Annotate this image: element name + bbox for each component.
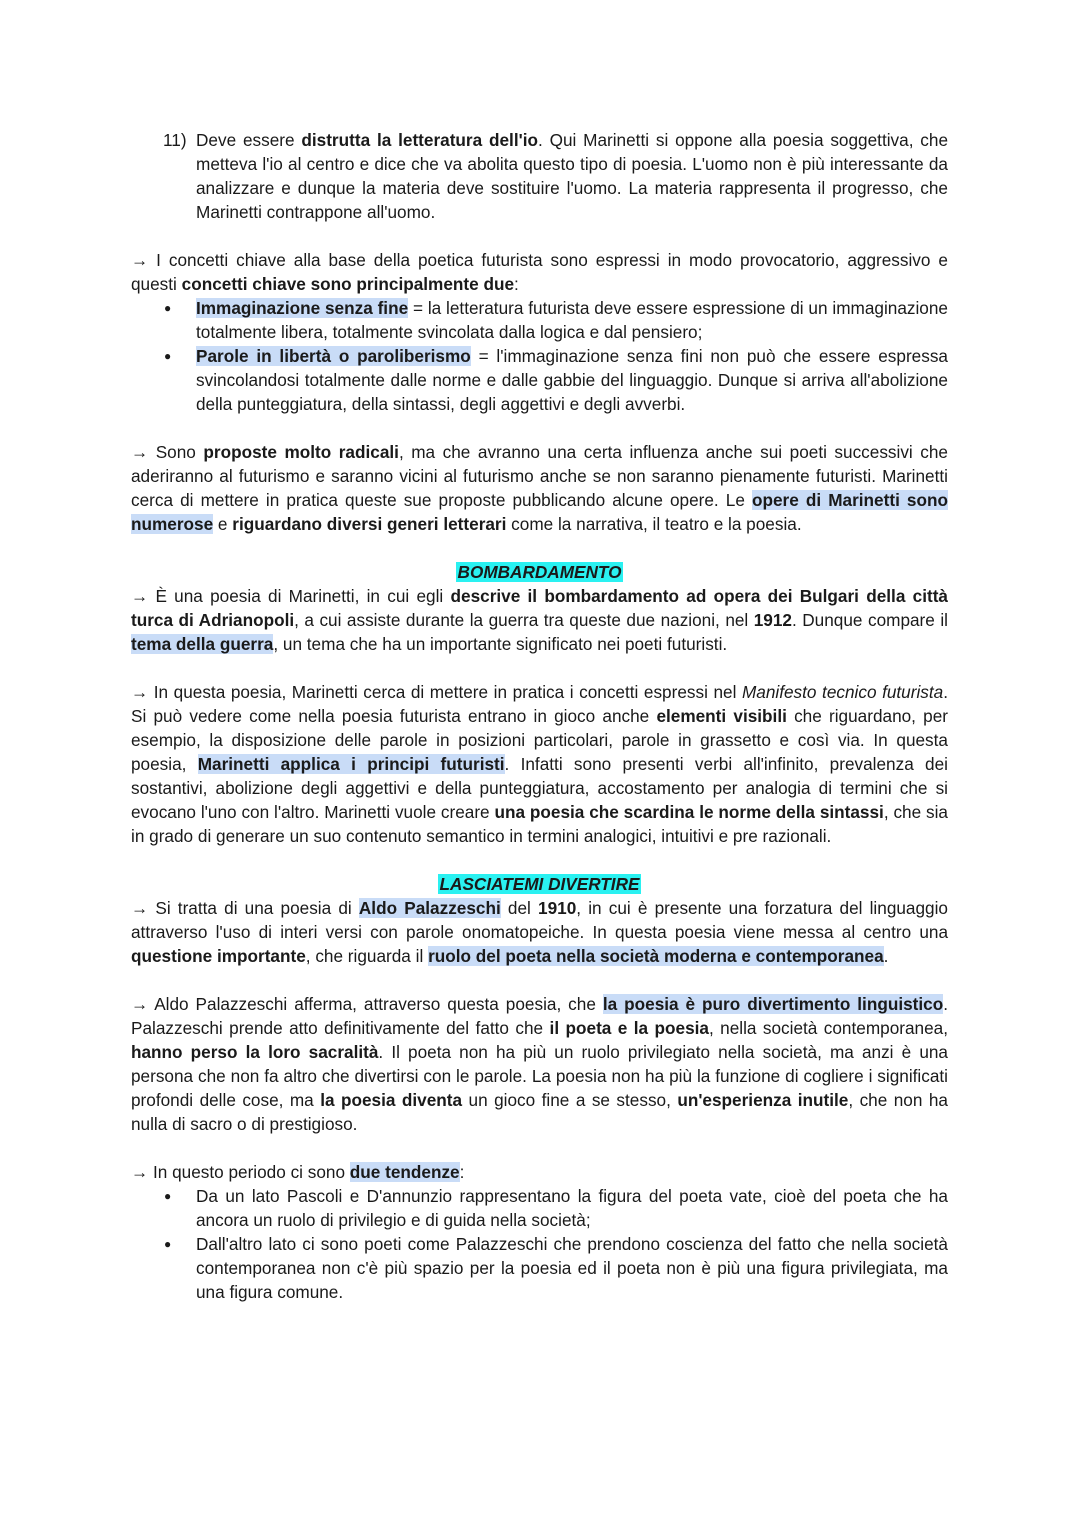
text: : [514,274,519,294]
highlighted-text: tema della guerra [131,634,274,654]
bullet-item [131,344,948,416]
text: . Qui Marinetti si oppone alla poesia soggettiva, che metteva l'io al centro e dice che va abolita questo tipo di poesia. L'uomo non è più interessante da analizzare e dunque la materia deve sostituire l'uomo. La materia rappresenta il progresso, che Marinetti contrappone all'uomo. [196,130,949,222]
text: → È una poesia di Marinetti, in cui egli [131,586,451,606]
text: come la narrativa, il teatro e la poesia. [506,514,802,534]
text: . Palazzeschi prende atto definitivamente del fatto che [131,994,949,1038]
concepts-paragraph [131,248,948,296]
bombardamento-paragraph-2 [131,680,948,848]
bold-text: hanno perso la loro sacralità [131,1042,379,1062]
text: un gioco fine a se stesso, [462,1090,678,1110]
bullet-item [131,296,948,344]
bold-text: elementi visibili [656,706,787,726]
italic-text: Manifesto tecnico futurista [741,682,944,702]
lasciatemi-paragraph-1 [131,896,948,968]
text: → Sono [131,442,204,462]
text: → Si tratta di una poesia di [131,898,359,918]
concepts-bullet-list [131,296,948,416]
text: . Il poeta non ha più un ruolo privilegiato nella società, ma anzi è una persona che non fa altro che divertirsi con le parole. La poesia non ha più la funzione di cogliere i significati profondi delle cose, ma [131,1042,948,1110]
bold-text: concetti chiave sono principalmente due [181,274,515,294]
text: , che riguarda il [305,946,429,966]
bold-text: proposte molto radicali [203,442,399,462]
text: , a cui assiste durante la guerra tra queste due nazioni, nel [294,610,754,630]
text: = l'immaginazione senza fini non può che essere espressa svincolandosi totalmente dalle norme e dalle gabbie del linguaggio. Dunque si arriva all'abolizione della punteggiatura, della sintassi, degli aggettivi e degli avverbi. [196,346,948,414]
text: . Infatti sono presenti verbi all'infinito, prevalenza dei sostantivi, abolizione degli aggettivi e della punteggiatura, accostamento per analogia di termini che si evocano l'uno con l'altro. Marinetti vuole creare [131,754,948,822]
text: = la letteratura futurista deve essere espressione di un immaginazione totalmente libera, totalmente svincolata dalla logica e dal pensiero; [196,298,948,342]
text: , un tema che ha un importante significato nei poeti futuristi. [273,634,728,654]
bold-text: il poeta e la poesia [549,1018,709,1038]
bold-text: la poesia diventa [320,1090,463,1110]
tendenze-paragraph [131,1160,948,1184]
list-number: 11) [163,130,187,150]
bold-text: 1910 [538,898,577,918]
bold-text: 1912 [753,610,792,630]
section-heading-lasciatemi-divertire [131,872,948,896]
text: . Si può vedere come nella poesia futurista entrano in gioco anche [131,682,948,726]
bullet-item: ● Da un lato Pascoli e D'annunzio rappresentano la figura del poeta vate, cioè del poeta che ha ancora un ruolo di privilegio e di guida nella società; [131,1184,948,1232]
text: → Aldo Palazzeschi afferma, attraverso questa poesia, che [131,994,603,1014]
text: . Dunque compare il [792,610,948,630]
list-item-11 [163,128,948,224]
bullet-item: ● Dall'altro lato ci sono poeti come Palazzeschi che prendono coscienza del fatto che nella società contemporanea non c'è più spazio per la poesia ed il poeta non è più una figura privilegiata, ma una figura comune. [131,1232,948,1304]
heading-text: LASCIATEMI DIVERTIRE [439,874,640,894]
highlighted-text: due tendenze [349,1162,460,1182]
bombardamento-paragraph-1 [131,584,948,656]
text: → In questa poesia, Marinetti cerca di mettere in pratica i concetti espressi nel [131,682,742,702]
bold-text: un'esperienza inutile [677,1090,849,1110]
highlighted-text: la poesia è puro divertimento linguistico [602,994,944,1014]
text: che riguardano, per esempio, la disposizione delle parole in posizioni particolari, parole in grassetto e così via. In questa poesia, [131,706,949,774]
bold-text: distrutta la letteratura dell'io [301,130,538,150]
section-heading-bombardamento [131,560,948,584]
text: → In questo periodo ci sono [131,1162,350,1182]
heading-text: BOMBARDAMENTO [457,562,622,582]
lasciatemi-paragraph-2 [131,992,948,1136]
bold-text: descrive il bombardamento ad opera dei Bulgari della città turca di Adrianopoli [131,586,948,630]
proposals-paragraph [131,440,948,536]
text: Deve essere [196,130,302,150]
text: , ma che avranno una certa influenza anche sui poeti successivi che aderiranno al futurismo e saranno vicini al futurismo anche se non saranno pienamente futuristi. Marinetti cerca di mettere in pratica queste sue proposte pubblicando alcune opere. Le [131,442,948,510]
text: e [213,514,233,534]
bold-text: riguardano diversi generi letterari [232,514,507,534]
bold-text: questione importante [131,946,306,966]
list-item-text [196,128,948,224]
bold-text: una poesia che scardina le norme della sintassi [494,802,884,822]
text: , che non ha nulla di sacro o di prestigioso. [131,1090,948,1134]
text: del [500,898,539,918]
highlighted-term: Immaginazione senza fine [196,298,409,318]
text: : [459,1162,465,1182]
highlighted-text: ruolo del poeta nella società moderna e contemporanea [428,946,884,966]
text: . [883,946,889,966]
highlighted-text: opere di Marinetti sono numerose [131,490,948,534]
tendenze-bullet-list [131,1184,948,1304]
text: , che sia in grado di generare un suo contenuto semantico in termini analogici, intuitivi e pre razionali. [131,802,948,846]
highlighted-term: Parole in libertà o paroliberismo [196,346,471,366]
text: , nella società contemporanea, [708,1018,948,1038]
highlighted-text: Marinetti applica i principi futuristi [197,754,505,774]
text: , in cui è presente una forzatura del linguaggio attraverso l'uso di interi versi con parole onomatopeiche. In questa poesia viene messa al centro una [131,898,948,942]
highlighted-text: Aldo Palazzeschi [358,898,501,918]
text: → I concetti chiave alla base della poetica futurista sono espressi in modo provocatorio, aggressivo e questi [131,250,948,294]
